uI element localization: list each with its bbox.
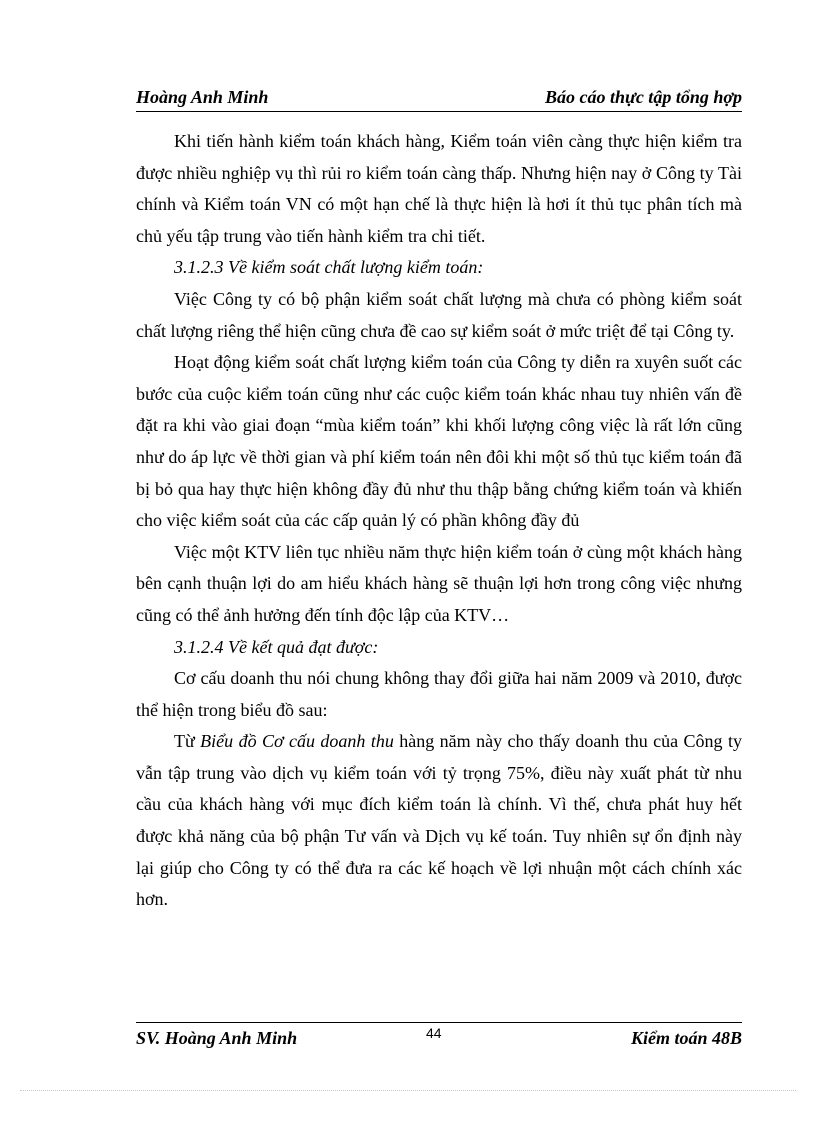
bottom-dotted-rule [20, 1090, 796, 1091]
page-body [136, 126, 742, 916]
paragraph-3: Hoạt động kiểm soát chất lượng kiểm toán của Công ty diễn ra xuyên suốt các bước của cuộc kiểm toán cũng như các cuộc kiểm toán khác nhau tuy nhiên vấn đề đặt ra khi vào giai đoạn “mùa kiểm toán” khi khối lượng công việc là rất lớn cũng như do áp lực về thời gian và phí kiểm toán nên đôi khi một số thủ tục kiểm toán đã bị bỏ qua hay thực hiện không đầy đủ như thu thập bằng chứng kiểm toán và khiến cho việc kiểm soát của các cấp quản lý có phần không đầy đủ [136, 352, 742, 531]
page-number: 44 [426, 1025, 442, 1041]
paragraph-5: Cơ cấu doanh thu nói chung không thay đổi giữa hai năm 2009 và 2010, được thể hiện trong biểu đồ sau: [136, 668, 742, 720]
chart-reference: Biểu đồ Cơ cấu doanh thu [200, 731, 394, 752]
page-footer [136, 1022, 742, 1053]
paragraph-6-lead: Từ [174, 731, 201, 752]
paragraph-6-rest: hàng năm này cho thấy doanh thu của Công ty vẫn tập trung vào dịch vụ kiểm toán với tỷ trọng 75%, điều này xuất phát từ nhu cầu của khách hàng với mục đích kiểm toán là chính. Vì thế, chưa phát huy hết được khả năng của bộ phận Tư vấn và Dịch vụ kế toán. Tuy nhiên sự ổn định này lại giúp cho Công ty có thể đưa ra các kế hoạch về lợi nhuận một cách chính xác hơn. [136, 731, 742, 910]
paragraph-2: Việc Công ty có bộ phận kiểm soát chất lượng mà chưa có phòng kiểm soát chất lượng riêng thể hiện cũng chưa đề cao sự kiểm soát ở mức triệt để tại Công ty. [136, 288, 742, 341]
header-report-title: Báo cáo thực tập tổng hợp [545, 87, 742, 107]
paragraph-1: Khi tiến hành kiểm toán khách hàng, Kiểm toán viên càng thực hiện kiểm tra được nhiều nghiệp vụ thì rủi ro kiểm toán càng thấp. Nhưng hiện nay ở Công ty Tài chính và Kiểm toán VN có một hạn chế là thực hiện là hơi ít thủ tục phân tích mà chủ yếu tập trung vào tiến hành kiểm tra chi tiết. [136, 131, 742, 246]
paragraph-6 [136, 726, 742, 916]
section-heading-3-1-2-4: 3.1.2.4 Về kết quả đạt được: [174, 636, 379, 657]
section-heading-3-1-2-3: 3.1.2.3 Về kiểm soát chất lượng kiểm toán: [174, 257, 484, 278]
page-header [136, 83, 742, 112]
footer-class: Kiểm toán 48B [630, 1028, 742, 1048]
paragraph-4: Việc một KTV liên tục nhiều năm thực hiện kiểm toán ở cùng một khách hàng bên cạnh thuận lợi do am hiểu khách hàng sẽ thuận lợi hơn trong công việc nhưng cũng có thể ảnh hưởng đến tính độc lập của KTV… [136, 541, 742, 625]
header-author: Hoàng Anh Minh [136, 87, 269, 107]
footer-student: SV. Hoàng Anh Minh [136, 1028, 298, 1048]
